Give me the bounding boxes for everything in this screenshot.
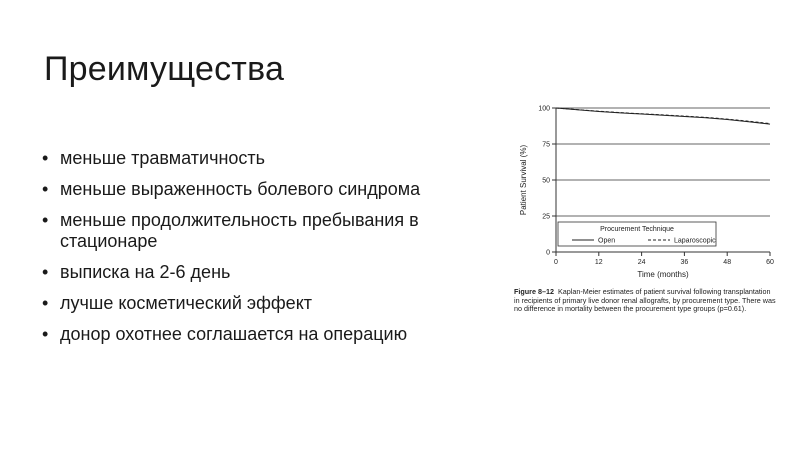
bullet-dot: •	[42, 210, 49, 230]
bullet-dot: •	[42, 262, 49, 282]
y-axis-label: Patient Survival (%)	[519, 144, 528, 216]
y-tick-label: 25	[542, 213, 550, 221]
bullet-dot: •	[42, 179, 49, 199]
bullet-item	[42, 324, 512, 345]
x-tick-label: 12	[594, 259, 603, 266]
y-tick-label: 75	[542, 141, 550, 149]
bullet-item	[42, 210, 512, 252]
bullet-text: меньше выраженность болевого синдрома	[60, 179, 421, 199]
y-tick-label: 0	[546, 249, 550, 257]
bullet-item	[42, 148, 512, 169]
caption-text: Kaplan-Meier estimates of patient survival following transplantation in recipients of primary live donor renal allografts, by procurement type. There was no difference in mortality between the procurement type groups (p=0.61).	[514, 287, 776, 314]
x-tick-label: 0	[554, 259, 558, 266]
bullet-text: меньше продолжительность пребывания в стационаре	[60, 210, 419, 251]
legend-title: Procurement Technique	[600, 226, 674, 233]
bullet-text: меньше травматичность	[60, 148, 266, 168]
bullet-text: выписка на 2-6 день	[60, 262, 231, 282]
x-axis-label: Time (months)	[637, 270, 689, 279]
bullet-item	[42, 262, 512, 283]
survival-chart	[508, 92, 778, 287]
bullet-text: донор охотнее соглашается на операцию	[60, 324, 408, 344]
bullet-dot: •	[42, 293, 49, 313]
caption-label: Figure 8–12	[514, 287, 554, 296]
bullet-list	[42, 148, 512, 355]
survival-figure	[508, 92, 778, 337]
x-tick-label: 36	[680, 259, 689, 266]
bullet-text: лучше косметический эффект	[60, 293, 313, 313]
bullet-item	[42, 293, 512, 314]
x-tick-label: 48	[723, 259, 732, 266]
figure-caption	[514, 288, 776, 314]
bullet-item	[42, 179, 512, 200]
legend-label: Laparoscopic	[674, 237, 716, 245]
bullet-dot: •	[42, 148, 49, 168]
slide-title: Преимущества	[44, 50, 285, 88]
x-tick-label: 60	[766, 259, 774, 266]
legend-label: Open	[598, 237, 616, 245]
x-tick-label: 24	[637, 259, 646, 266]
series-line	[556, 108, 770, 124]
y-tick-label: 100	[538, 105, 550, 113]
y-tick-label: 50	[542, 177, 550, 185]
bullet-dot: •	[42, 324, 49, 344]
